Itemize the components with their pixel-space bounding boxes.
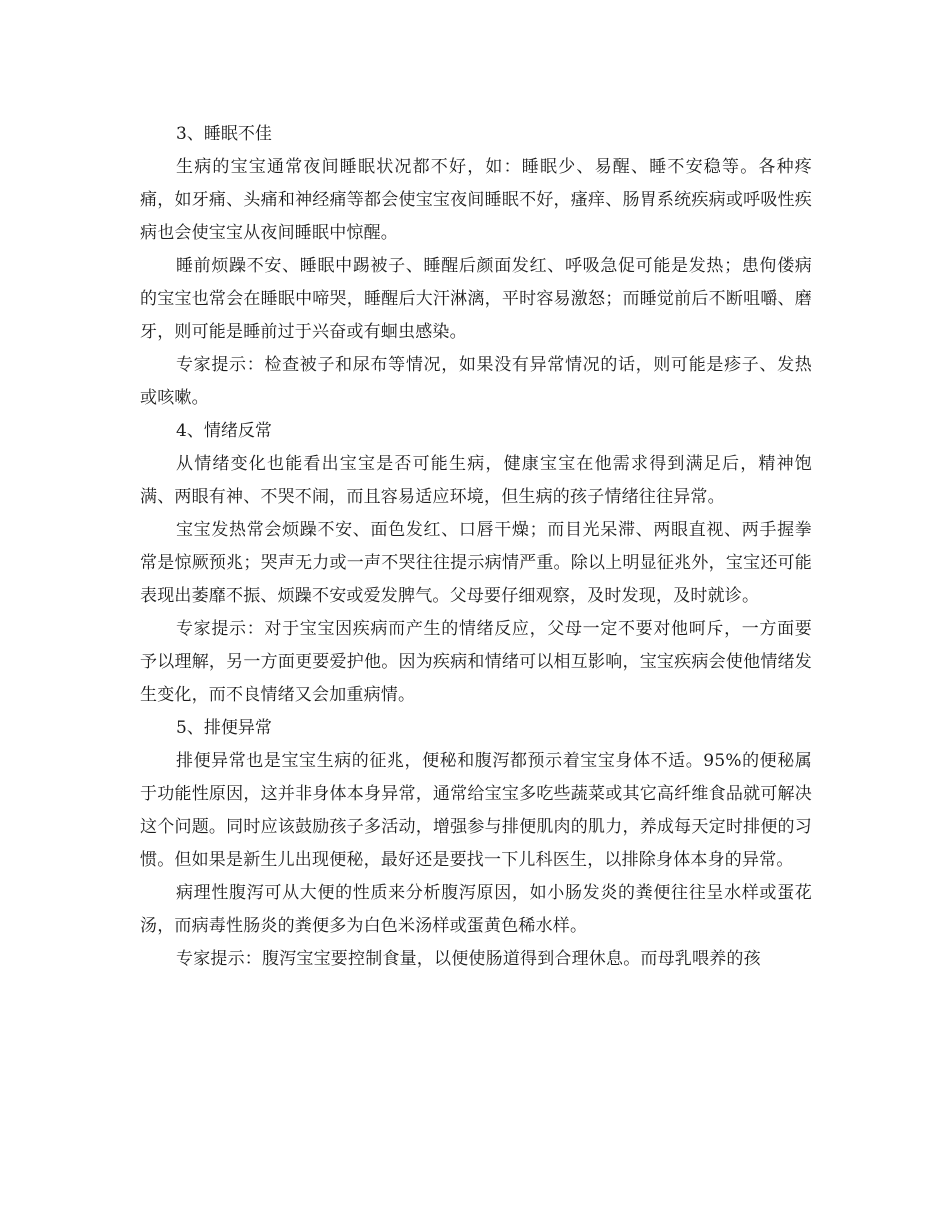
expert-tip-paragraph: 专家提示：腹泻宝宝要控制食量，以便使肠道得到合理休息。而母乳喂养的孩 [176, 949, 761, 969]
paragraph: 生病的宝宝通常夜间睡眠状况都不好，如：睡眠少、易醒、睡不安稳等。各种疼痛，如牙痛、头痛和神经痛等都会使宝宝夜间睡眠不好，瘙痒、肠胃系统疾病或呼吸性疾病也会使宝宝从夜间睡眠中惊醒。 [140, 157, 812, 243]
paragraph: 排便异常也是宝宝生病的征兆，便秘和腹泻都预示着宝宝身体不适。95%的便秘属于功能性原因，这并非身体本身异常，通常给宝宝多吃些蔬菜或其它高纤维食品就可解决这个问题。同时应该鼓励孩子多活动，增强参与排便肌肉的肌力，养成每天定时排便的习惯。但如果是新生儿出现便秘，最好还是要找一下儿科医生，以排除身体本身的异常。 [140, 751, 812, 870]
expert-tip-paragraph: 专家提示：对于宝宝因疾病而产生的情绪反应，父母一定不要对他呵斥，一方面要予以理解，另一方面更要爱护他。因为疾病和情绪可以相互影响，宝宝疾病会使他情绪发生变化，而不良情绪又会加重病情。 [140, 619, 812, 705]
paragraph: 宝宝发热常会烦躁不安、面色发红、口唇干燥；而目光呆滞、两眼直视、两手握拳常是惊厥预兆；哭声无力或一声不哭往往提示病情严重。除以上明显征兆外，宝宝还可能表现出萎靡不振、烦躁不安或爱发脾气。父母要仔细观察，及时发现，及时就诊。 [140, 520, 812, 606]
paragraph: 从情绪变化也能看出宝宝是否可能生病，健康宝宝在他需求得到满足后，精神饱满、两眼有神、不哭不闹，而且容易适应环境，但生病的孩子情绪往往异常。 [140, 454, 812, 507]
expert-tip-paragraph: 专家提示：检查被子和尿布等情况，如果没有异常情况的话，则可能是疹子、发热或咳嗽。 [140, 355, 812, 408]
section-heading-bowel: 5、排便异常 [176, 718, 272, 738]
paragraph: 病理性腹泻可从大便的性质来分析腹泻原因，如小肠发炎的粪便往往呈水样或蛋花汤，而病毒性肠炎的粪便多为白色米汤样或蛋黄色稀水样。 [140, 883, 812, 936]
section-heading-mood: 4、情绪反常 [176, 421, 272, 441]
paragraph: 睡前烦躁不安、睡眠中踢被子、睡醒后颜面发红、呼吸急促可能是发热；患佝偻病的宝宝也常会在睡眠中啼哭，睡醒后大汗淋漓，平时容易激怒；而睡觉前后不断咀嚼、磨牙，则可能是睡前过于兴奋或有蛔虫感染。 [140, 256, 812, 342]
section-heading-sleep: 3、睡眠不佳 [176, 124, 272, 144]
document-page [140, 118, 812, 976]
